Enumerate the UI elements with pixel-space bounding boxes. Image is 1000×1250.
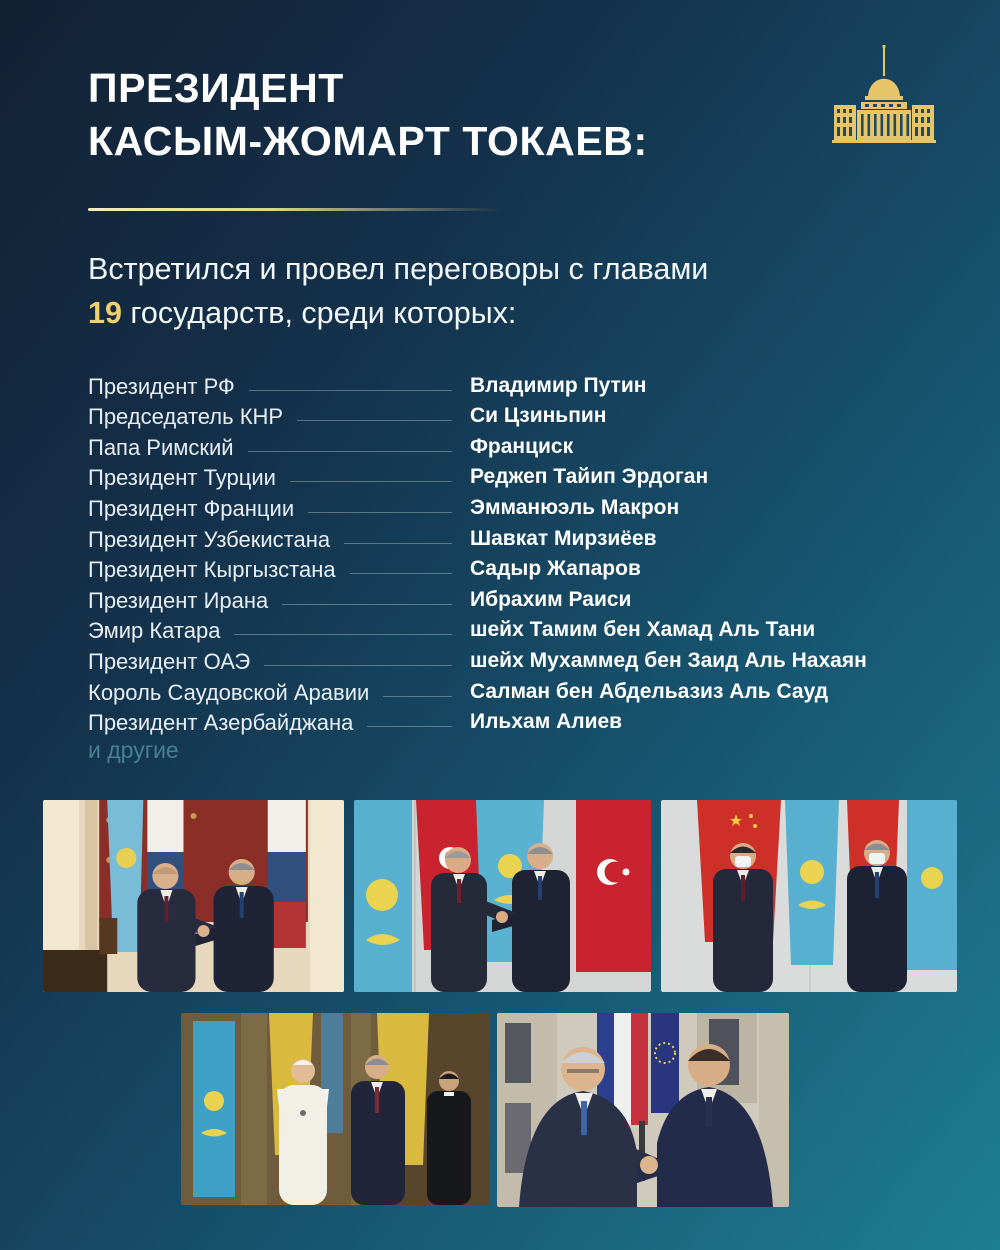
list-item [88, 400, 960, 431]
leader-line [290, 481, 452, 482]
title-line-2: КАСЫМ-ЖОМАРТ ТОКАЕВ: [88, 118, 648, 164]
photo-row-2 [181, 1013, 789, 1207]
and-others-note: и другие [88, 737, 179, 763]
leader-name: Салман бен Абдельазиз Аль Сауд [470, 679, 829, 703]
list-item [88, 614, 960, 645]
position-label: Президент ОАЭ [88, 648, 251, 674]
photo-tokayev-xi-jinping-meeting [661, 800, 957, 992]
position-label: Президент Азербайджана [88, 710, 354, 736]
leader-line [248, 451, 452, 452]
leader-line [297, 420, 452, 421]
leader-line [234, 634, 452, 635]
list-item [88, 430, 960, 461]
leader-name: Ильхам Алиев [470, 710, 623, 734]
intro-line-2 [88, 291, 948, 335]
list-item [88, 491, 960, 522]
count-19: 19 [88, 296, 122, 330]
leader-line [308, 512, 452, 513]
list-item [88, 706, 960, 737]
position-label: Президент Ирана [88, 587, 269, 613]
position-label: Король Саудовской Аравии [88, 679, 370, 705]
leader-line [282, 604, 452, 605]
leader-line [264, 665, 452, 666]
position-label: Эмир Катара [88, 618, 221, 644]
leader-name: Садыр Жапаров [470, 557, 641, 581]
leader-name: Шавкат Мирзиёев [470, 526, 657, 550]
gold-divider-line [88, 208, 500, 211]
leader-line [350, 573, 452, 574]
position-label: Президент Кыргызстана [88, 557, 336, 583]
position-label: Папа Римский [88, 434, 234, 460]
list-item [88, 461, 960, 492]
position-label: Президент Турции [88, 465, 276, 491]
photo-tokayev-macron-meeting [497, 1013, 789, 1207]
title-line-1: ПРЕЗИДЕНТ [88, 65, 344, 111]
position-label: Председатель КНР [88, 404, 284, 430]
leader-name: шейх Мухаммед бен Заид Аль Нахаян [470, 648, 867, 672]
leader-name: Си Цзиньпин [470, 404, 607, 428]
list-item [88, 675, 960, 706]
leader-line [344, 543, 452, 544]
photo-tokayev-pope-francis-meeting [181, 1013, 489, 1205]
list-item [88, 583, 960, 614]
leader-name: шейх Тамим бен Хамад Аль Тани [470, 618, 816, 642]
photo-tokayev-putin-meeting [43, 800, 344, 992]
leader-line [367, 726, 452, 727]
meetings-list [88, 369, 960, 736]
list-item [88, 553, 960, 584]
photo-tokayev-erdogan-meeting [354, 800, 651, 992]
list-item [88, 522, 960, 553]
leader-name: Ибрахим Раиси [470, 587, 632, 611]
akorda-palace-icon [832, 44, 936, 144]
leader-name: Владимир Путин [470, 373, 647, 397]
leader-name: Эмманюэль Макрон [470, 495, 680, 519]
leader-line [383, 696, 452, 697]
page-title [88, 62, 648, 168]
leader-line [249, 390, 452, 391]
position-label: Президент Узбекистана [88, 526, 331, 552]
position-label: Президент Франции [88, 495, 295, 521]
leader-name: Реджеп Тайип Эрдоган [470, 465, 709, 489]
intro-line-2-rest: государств, среди которых: [130, 296, 517, 330]
intro-text [88, 247, 948, 335]
position-label: Президент РФ [88, 373, 235, 399]
photo-row-1 [43, 800, 957, 992]
leader-name: Франциск [470, 434, 574, 458]
list-item [88, 644, 960, 675]
intro-line-1: Встретился и провел переговоры с главами [88, 252, 709, 286]
list-item [88, 369, 960, 400]
